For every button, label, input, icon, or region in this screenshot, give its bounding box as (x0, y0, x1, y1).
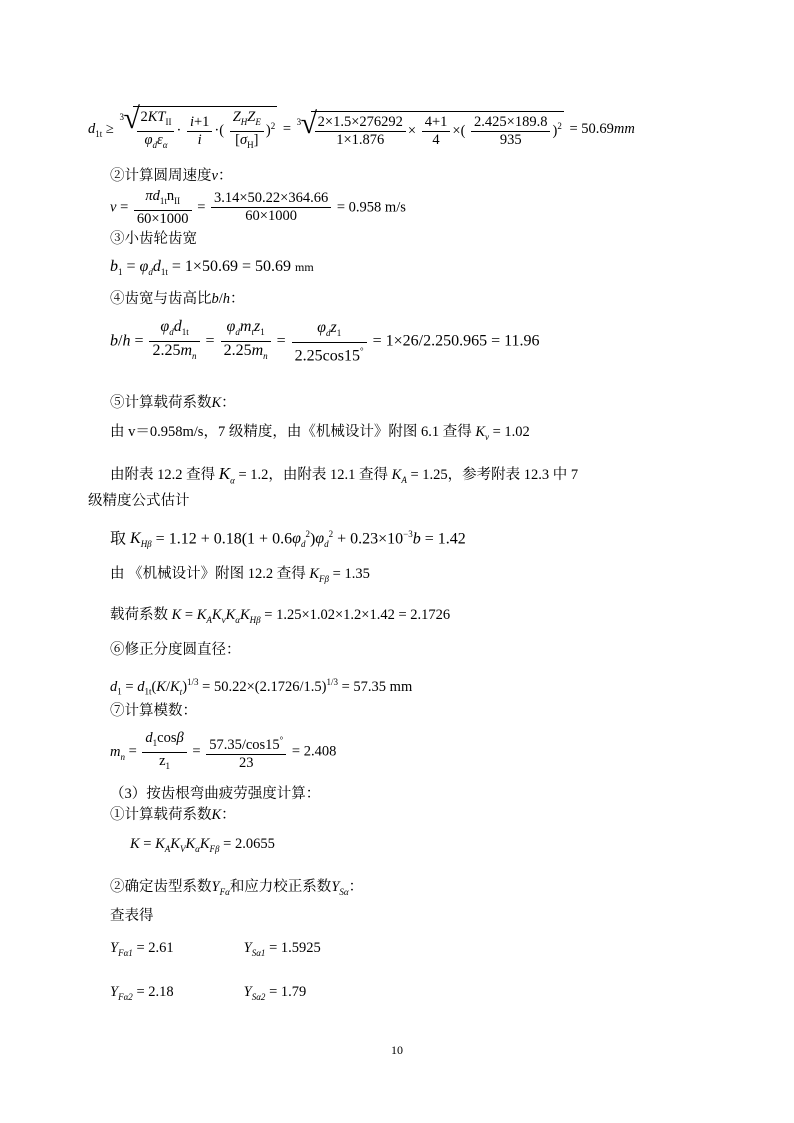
step-load-coefficient-2: ①计算载荷系数K： (110, 807, 236, 823)
formula-v: v = $\frac{\pi d_{1t}n_{II}}{60\times 1000}$ = $\frac{3.14\times 50.22\times 364.66}{60\times 1000}$ = 0.958 m/s (110, 188, 406, 227)
step-pinion-width: ③小齿轮齿宽 (110, 231, 197, 247)
page-number: 10 (391, 1043, 403, 1057)
formula-khb: 取 $K_{H\beta} = 1.12 + 0.18(1 + 0.6\varphi_d^2)\varphi_d^2 + 0.23\times 10^{-3}b = 1.42$ (110, 529, 466, 550)
step-circumferential-speed: ②计算圆周速度v： (110, 168, 233, 184)
formula-k-load: 载荷系数 $K = K_AK_vK_\alpha K_{H\beta} = 1.25\times 1.02\times 1.2\times 1.42 = 2.1726$ (110, 607, 451, 625)
text-kfb: 由 《机械设计》附图 12.2 查得 $K_{F\beta} = 1.35$ (110, 566, 370, 584)
step-form-factor: ②确定齿型系数$Y_{F\alpha}$和应力校正系数$Y_{S\alpha}$： (110, 879, 364, 897)
formula-d1t-root: $d_{1t}$ ≥ 3 √ $\frac{2KT_{II}}{\varphi_d\varepsilon_\alpha}$ · $\frac{i+1}{i}$ ·( $\frac{Z_HZ_E}{[\sigma_H]}$ )$^2$ = 3 √ $\frac{2\times 1.5\times 276292}{1\times 1.876}$ × $\frac{4+1}{4}$ ×( $\frac{2.425\times 189.8}{935}$ )$^2$ = 50.69mm (88, 106, 635, 154)
formula-b-h: b/h = $\frac{\varphi_dd_{1t}}{2.25m_n}$ = $\frac{\varphi_dm_tz_1}{2.25m_n}$ = $\frac{\varphi_dz_1}{2.25\cos 15^\circ}$ = 1×26/2.250.965 = 11.96 (110, 318, 540, 365)
formula-b1: $b_1 = \varphi_dd_{1t} = 1\times 50.69 = 50.69$ mm (110, 258, 314, 278)
text-lookup-table: 查表得 (110, 908, 154, 924)
values-y2: $Y_{F\alpha 2} = 2.18$ $Y_{S\alpha 2} = 1.79$ (110, 984, 307, 1002)
step-corrected-diameter: ⑥修正分度圆直径： (110, 642, 241, 658)
text-ka: 由附表 12.2 查得 $K_\alpha = 1.2$，由附表 12.1 查得 $K_A = 1.25$，参考附表 12.3 中 7 (110, 464, 579, 486)
text-kv: 由 v＝0.958m/s，7 级精度，由《机械设计》附图 6.1 查得 $K_v = 1.02$ (110, 424, 530, 442)
text-precision-formula: 级精度公式估计 (88, 493, 190, 509)
formula-k-bending: $K = K_AK_VK_\alpha K_{F\beta} = 2.0655$ (130, 836, 275, 854)
values-y1: $Y_{F\alpha 1} = 2.61$ $Y_{S\alpha 1} = 1.5925$ (110, 940, 321, 958)
step-load-coefficient: ⑤计算载荷系数K： (110, 395, 236, 411)
formula-mn: $m_n$ = $\frac{d_1\cos\beta}{z_1}$ = $\frac{57.35/\cos 15^\circ}{23}$ = 2.408 (110, 730, 337, 772)
section-bending-fatigue: （3）按齿根弯曲疲劳强度计算： (110, 786, 321, 802)
step-width-height-ratio: ④齿宽与齿高比b/h： (110, 291, 245, 307)
step-module: ⑦计算模数： (110, 703, 197, 719)
formula-d1: $d_1 = d_{1t}(K/K_t)^{1/3} = 50.22\times(2.1726/1.5)^{1/3} = 57.35$ mm (110, 677, 413, 697)
